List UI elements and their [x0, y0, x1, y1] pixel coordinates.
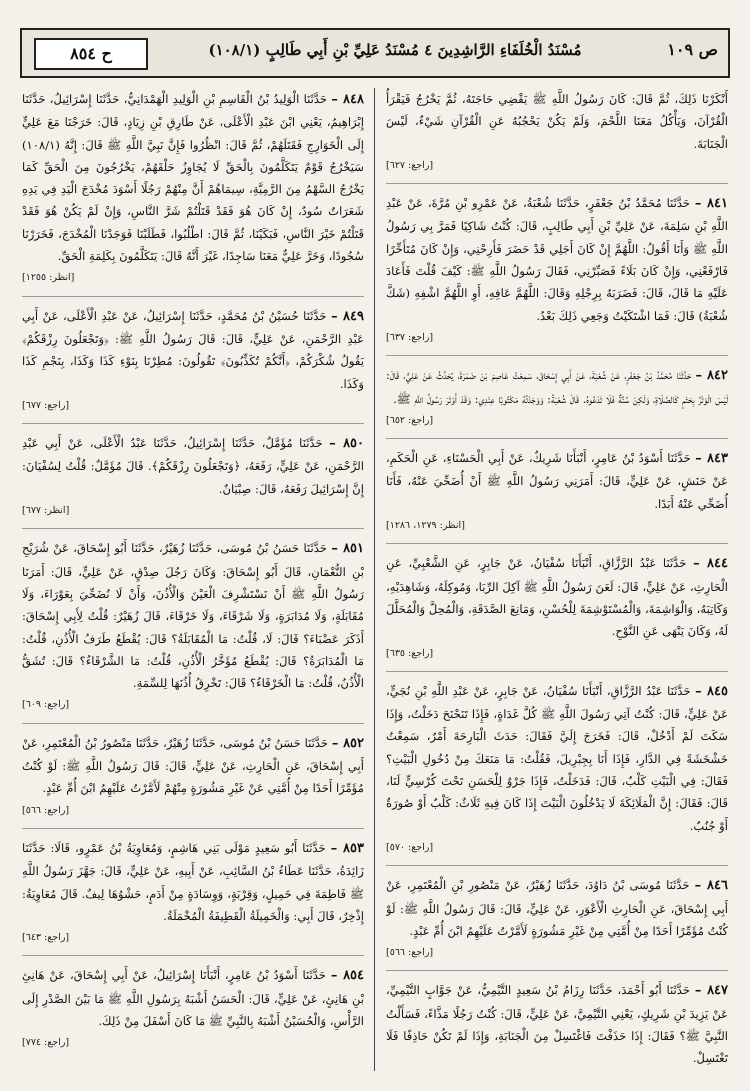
hadith-range-box: ح ٨٥٤: [34, 38, 148, 70]
hadith-entry: [386, 680, 728, 866]
hadith-number: ٨٤٥ –: [695, 683, 728, 699]
hadith-entry: [22, 305, 364, 424]
hadith-entry: [386, 979, 728, 1071]
hadith-entry: [22, 537, 364, 723]
hadith-text: حَدَّثَنَا مُحَمَّدُ بْنُ جَعْفَرٍ، عَنْ شُعْبَةَ، عَنْ أَبِي إِسْحَاقَ، سَمِعْتُ عَاصِمَ بْنَ ضَمْرَةَ، يُحَدِّثُ عَنْ عَلِيٍّ، قَالَ: لَيْسَ الْوَتْرُ بِحَتْمٍ كَالصَّلَاةِ، وَلَكِنْ سُنَّةٌ فَلَا تَدَعُوهُ. قَالَ شُعْبَةُ: وَوَجَدْتُهُ مَكْتُوبًا عِنْدِي: وَقَدْ أَوْتَرَ رَسُولُ اللَّهِ ﷺ.: [386, 368, 728, 406]
cross-reference: [راجع: ٥٦٦]: [22, 804, 70, 816]
hadith-text: حَدَّثَنَا عَبْدُ الرَّزَّاقِ، أَنْبَأَنَا سُفْيَانُ، عَنْ جَابِرٍ، عَنِ الشَّعْبِيِّ، عَنِ الْحَارِثِ، عَنْ عَلِيٍّ، قَالَ: لَعَنَ رَسُولُ اللَّهِ ﷺ آكِلَ الرِّبَا، وَمُوكِلَهُ، وَشَاهِدَيْهِ، وَكَاتِبَهُ، وَالْوَاشِمَةَ، وَالْمُسْتَوْشِمَةَ لِلْحُسْنِ، وَمَانِعَ الصَّدَقَةِ، وَالْمُحِلَّ وَالْمُحَلَّلَ لَهُ، وَكَانَ يَنْهَى عَنِ النَّوْحِ.: [386, 556, 728, 639]
cross-reference: [انظر: ١٢٧٩، ١٢٨٦]: [386, 520, 465, 532]
hadith-number: ٨٤٣ –: [695, 451, 728, 467]
hadith-number: ٨٥١ –: [331, 541, 364, 557]
hadith-text: حَدَّثَنَا مُوسَى بْنُ دَاوُدَ، حَدَّثَنَا زُهَيْرٌ، عَنْ مَنْصُورِ بْنِ الْمُعْتَمِرِ، عَنْ أَبِي إِسْحَاقَ، عَنِ الْحَارِثِ الْأَعْوَرِ، عَنْ عَلِيٍّ، قَالَ: قَالَ رَسُولُ اللَّهِ ﷺ: لَوْ كُنْتُ مُؤَمِّرًا أَحَدًا مِنْ أُمَّتِي مِنْ غَيْرِ مَشُورَةٍ لَأَمَّرْتُ عَلَيْهِمُ ابْنَ أُمِّ عَبْدٍ.: [386, 878, 728, 938]
right-column: [386, 88, 728, 1071]
hadith-text: حَدَّثَنَا أَسْوَدُ بْنُ عَامِرٍ، أَنْبَأَنَا شَرِيكٌ، عَنْ أَبِي الْحَسْنَاءِ، عَنِ الْحَكَمِ، عَنْ حَنَشٍ، عَنْ عَلِيٍّ، قَالَ: أَمَرَنِي رَسُولُ اللَّهِ ﷺ أَنْ أُضَحِّيَ عَنْهُ، فَأَنَا أُضَحِّي عَنْهُ أَبَدًا.: [386, 451, 728, 511]
hadith-number: ٨٤٢ –: [695, 368, 728, 384]
page-number-label: ص ١٠٩: [667, 40, 718, 59]
hadith-text: حَدَّثَنَا حَسَنُ بْنُ مُوسَى، حَدَّثَنَا زُهَيْرٌ، حَدَّثَنَا مَنْصُورُ بْنُ الْمُعْتَمِرِ، عَنْ أَبِي إِسْحَاقَ، عَنِ الْحَارِثِ، عَنْ عَلِيٍّ، قَالَ: قَالَ رَسُولُ اللَّهِ ﷺ: لَوْ كُنْتُ مُؤَمِّرًا أَحَدًا مِنْ أُمَّتِي عَنْ غَيْرِ مَشُورَةٍ مِنْهُمْ لَأَمَّرْتُ عَلَيْهِمُ ابْنَ أُمِّ عَبْدٍ.: [22, 735, 364, 796]
hadith-entry: [22, 732, 364, 829]
cross-reference: [انظر: ١٢٥٥]: [22, 272, 75, 284]
hadith-number: ٨٤٨ –: [331, 92, 364, 107]
hadith-entry: [22, 88, 364, 297]
hadith-number: ٨٥٣ –: [330, 840, 364, 856]
hadith-number: ٨٥٤ –: [330, 968, 364, 984]
cross-reference: [راجع: ٦٣٥]: [386, 647, 434, 659]
hadith-number: ٨٤٧ –: [694, 983, 728, 999]
cross-reference: [راجع: ٥٧٠]: [386, 841, 434, 853]
cross-reference: [راجع: ٦٥٢]: [386, 414, 434, 426]
hadith-text: حَدَّثَنَا حُسَيْنُ بْنُ مُحَمَّدٍ، حَدَّثَنَا إِسْرَائِيلُ، عَنْ عَبْدِ الْأَعْلَى، عَنْ أَبِي عَبْدِ الرَّحْمَنِ، عَنْ عَلِيٍّ، قَالَ: قَالَ رَسُولُ اللَّهِ ﷺ: ﴿وَتَجْعَلُونَ رِزْقَكُمْ﴾ يَقُولُ شُكْرَكُمْ، ﴿أَنَّكُمْ تُكَذِّبُونَ﴾ تَقُولُونَ: مُطِرْنَا بِنَوْءِ كَذَا وَكَذَا، بِنَجْمِ كَذَا وَكَذَا.: [22, 308, 364, 391]
hadith-text: حَدَّثَنَا مُحَمَّدُ بْنُ جَعْفَرٍ، حَدَّثَنَا شُعْبَةُ، عَنْ عَمْرِو بْنِ مُرَّةَ، عَنْ عَبْدِ اللَّهِ بْنِ سَلِمَةَ، عَنْ عَلِيِّ بْنِ أَبِي طَالِبٍ، قَالَ: كُنْتُ شَاكِيًا فَمَرَّ بِي رَسُولُ اللَّهِ ﷺ وَأَنَا أَقُولُ: اللَّهُمَّ إِنْ كَانَ أَجَلِي قَدْ حَضَرَ فَأَرِحْنِي، وَإِنْ كَانَ مُتَأَخِّرًا فَارْفَعْنِي، وَإِنْ كَانَ بَلَاءً فَصَبِّرْنِي، فَقَالَ رَسُولُ اللَّهِ ﷺ: كَيْفَ قُلْتَ فَأَعَادَ عَلَيْهِ مَا قَالَ، قَالَ: فَضَرَبَهُ بِرِجْلِهِ وَقَالَ: اللَّهُمَّ عَافِهِ، أَوِ اللَّهُمَّ اشْفِهِ (شَكَّ شُعْبَةُ) قَالَ: فَمَا اشْتَكَيْتُ وَجَعِي ذَلِكَ بَعْدُ.: [386, 196, 728, 323]
cross-reference: [راجع: ٦٣٧]: [386, 331, 434, 343]
page-header: [20, 28, 730, 78]
hadith-number: ٨٥٢ –: [331, 735, 364, 751]
hadith-entry: [22, 837, 364, 956]
cross-reference: [راجع: ٥٦٦]: [386, 947, 434, 959]
left-column: [22, 88, 364, 1071]
cross-reference: [راجع: ٦٢٧]: [386, 159, 434, 171]
hadith-number: ٨٤٤ –: [693, 556, 728, 572]
hadith-text: حَدَّثَنَا عَبْدُ الرَّزَّاقِ، أَنْبَأَنَا سُفْيَانُ، عَنْ جَابِرٍ، عَنْ عَبْدِ اللَّهِ بْنِ نُجَيٍّ، عَنْ عَلِيٍّ، قَالَ: كُنْتُ آتِي رَسُولَ اللَّهِ ﷺ كُلَّ غَدَاةٍ، فَإِذَا تَنَحْنَحَ دَخَلْتُ، وَإِذَا سَكَتَ لَمْ أَدْخُلْ، قَالَ: فَخَرَجَ إِلَيَّ فَقَالَ: حَدَثَ الْبَارِحَةَ أَمْرٌ، سَمِعْتُ خَشْخَشَةً فِي الدَّارِ، فَإِذَا أَنَا بِجِبْرِيلَ، فَقُلْتُ: مَا مَنَعَكَ مِنْ دُخُولِ الْبَيْتِ؟ فَقَالَ: فِي الْبَيْتِ كَلْبٌ، قَالَ: فَدَخَلْتُ، فَإِذَا جَرْوٌ لِلْحَسَنِ تَحْتَ كُرْسِيٍّ لَنَا، قَالَ: فَقَالَ: إِنَّ الْمَلَائِكَةَ لَا يَدْخُلُونَ الْبَيْتَ إِذَا كَانَ فِيهِ ثَلَاثٌ: كَلْبٌ أَوْ صُورَةٌ أَوْ جُنُبٌ.: [386, 683, 728, 833]
text-columns: [22, 88, 728, 1071]
hadith-number: ٨٤٦ –: [694, 878, 728, 894]
hadith-entry: [386, 874, 728, 971]
cross-reference: [راجع: ٦٠٩]: [22, 699, 70, 711]
hadith-entry: [386, 192, 728, 356]
hadith-entry: [386, 364, 728, 439]
hadith-text: حَدَّثَنَا أَبُو سَعِيدٍ مَوْلَى بَنِي هَاشِمٍ، وَمُعَاوِيَةُ بْنُ عَمْرٍو، قَالَا: حَدَّثَنَا زَائِدَةُ، حَدَّثَنَا عَطَاءُ بْنُ السَّائِبِ، عَنْ أَبِيهِ، عَنْ عَلِيٍّ، قَالَ: جَهَّزَ رَسُولُ اللَّهِ ﷺ فَاطِمَةَ فِي خَمِيلٍ، وَقِرْبَةٍ، وَوِسَادَةٍ مِنْ أَدَمٍ، حَشْوُهَا لِيفٌ. قَالَ مُعَاوِيَةُ: إِذْخِرٌ، قَالَ أَبِي: وَالْخَمِيلَةُ الْقَطِيفَةُ الْمُخْمَلَةُ.: [22, 840, 364, 923]
hadith-entry: [386, 447, 728, 544]
cross-reference: [راجع: ٧٧٤]: [22, 1037, 70, 1049]
running-title: مُسْنَدُ الْخُلَفَاءِ الرَّاشِدِينَ ٤ مُسْنَدُ عَلِيِّ بْنِ أَبِي طَالِبٍ (١٠٨/١): [208, 41, 582, 59]
hadith-text: حَدَّثَنَا حَسَنُ بْنُ مُوسَى، حَدَّثَنَا زُهَيْرٌ، حَدَّثَنَا أَبُو إِسْحَاقَ، عَنْ شُرَيْحِ بْنِ النُّعْمَانِ، قَالَ أَبُو إِسْحَاقَ: وَكَانَ رَجُلَ صِدْقٍ، عَنْ عَلِيٍّ، قَالَ: أَمَرَنَا رَسُولُ اللَّهِ ﷺ أَنْ نَسْتَشْرِفَ الْعَيْنَ وَالْأُذُنَ، وَأَنْ لَا نُضَحِّيَ بِعَوْرَاءَ، وَلَا مُقَابَلَةٍ، وَلَا مُدَابَرَةٍ، وَلَا شَرْقَاءَ، وَلَا خَرْقَاءَ، قَالَ زُهَيْرٌ: قُلْتُ لِأَبِي إِسْحَاقَ: أَذَكَرَ عَضْبَاءَ؟ قَالَ: لَا، قُلْتُ: مَا الْمُقَابَلَةُ؟ قَالَ: يُقْطَعُ طَرَفُ الْأُذُنِ، قُلْتُ: مَا الْمُدَابَرَةُ؟ قَالَ: يُقْطَعُ مُؤَخَّرُ الْأُذُنِ، قُلْتُ: مَا الشَّرْقَاءُ؟ قَالَ: تُشَقُّ الْأُذُنُ، قُلْتُ: مَا الْخَرْقَاءُ؟ قَالَ: تَخْرِقُ أُذُنَهَا لِلسِّمَةِ.: [22, 541, 364, 691]
hadith-text: أَنْكَرْنَا ذَلِكَ، ثُمَّ قَالَ: كَانَ رَسُولُ اللَّهِ ﷺ يَقْضِي حَاجَتَهُ، ثُمَّ يَخْرُجُ فَيَقْرَأُ الْقُرْآنَ، وَيَأْكُلُ مَعَنَا اللَّحْمَ، وَلَمْ يَكُنْ يَحْجُبُهُ عَنِ الْقُرْآنِ شَيْءٌ، لَيْسَ الْجَنَابَةَ.: [386, 92, 728, 151]
cross-reference: [راجع: ٦٧٧]: [22, 399, 70, 411]
hadith-number: ٨٥٠ –: [329, 436, 364, 452]
hadith-text: حَدَّثَنَا مُؤَمَّلٌ، حَدَّثَنَا إِسْرَائِيلُ، حَدَّثَنَا عَبْدُ الْأَعْلَى، عَنْ أَبِي عَبْدِ الرَّحْمَنِ، عَنْ عَلِيٍّ، رَفَعَهُ، ﴿وَتَجْعَلُونَ رِزْقَكُمْ﴾. قَالَ مُؤَمَّلٌ: قُلْتُ لِسُفْيَانَ: إِنَّ إِسْرَائِيلَ رَفَعَهُ، قَالَ: صِبْيَانٌ.: [22, 436, 364, 496]
cross-reference: [راجع: ٦٤٣]: [22, 932, 70, 944]
hadith-number: ٨٤١ –: [694, 196, 728, 212]
column-divider: [374, 88, 375, 1071]
hadith-text: حَدَّثَنَا أَسْوَدُ بْنُ عَامِرٍ، أَنْبَأَنَا إِسْرَائِيلُ، عَنْ أَبِي إِسْحَاقَ، عَنْ هَانِئِ بْنِ هَانِئٍ، عَنْ عَلِيٍّ، قَالَ: الْحَسَنُ أَشْبَهُ بِرَسُولِ اللَّهِ ﷺ مَا بَيْنَ الصَّدْرِ إِلَى الرَّأْسِ، وَالْحُسَيْنُ أَشْبَهُ بِالنَّبِيِّ ﷺ مَا كَانَ أَسْفَلَ مِنْ ذَلِكَ.: [22, 968, 364, 1028]
hadith-entry: [22, 432, 364, 529]
hadith-entry: [22, 964, 364, 1060]
hadith-text: حَدَّثَنَا أَبُو أَحْمَدَ، حَدَّثَنَا رِزَامُ بْنُ سَعِيدٍ التَّيْمِيُّ، عَنْ جَوَّابٍ التَّيْمِيِّ، عَنْ يَزِيدَ بْنِ شَرِيكٍ، يَعْنِي التَّيْمِيَّ، عَنْ عَلِيٍّ، قَالَ: كُنْتُ رَجُلًا مَذَّاءً، فَسَأَلْتُ النَّبِيَّ ﷺ؟ فَقَالَ: إِذَا حَذَفْتَ فَاغْتَسِلْ مِنَ الْجَنَابَةِ، وَإِذَا لَمْ تَكُنْ حَاذِفًا فَلَا تَغْتَسِلْ.: [386, 983, 728, 1066]
hadith-entry: [386, 552, 728, 671]
hadith-number: ٨٤٩ –: [331, 308, 364, 324]
hadith-text: حَدَّثَنَا الْوَلِيدُ بْنُ الْقَاسِمِ بْنِ الْوَلِيدِ الْهَمْدَانِيُّ، حَدَّثَنَا إِسْرَائِيلُ، حَدَّثَنَا إِبْرَاهِيمُ، يَعْنِي ابْنَ عَبْدِ الْأَعْلَى، عَنْ طَارِقِ بْنِ زِيَادٍ، قَالَ: خَرَجْنَا مَعَ عَلِيٍّ إِلَى الْخَوَارِجِ فَقَتَلَهُمْ، ثُمَّ قَالَ: انْظُرُوا فَإِنَّ نَبِيَّ اللَّهِ ﷺ قَالَ: إِنَّهُ (١٠٨/١) سَيَخْرُجُ قَوْمٌ يَتَكَلَّمُونَ بِالْحَقِّ لَا يُجَاوِزُ حَلْقَهُمْ، يَخْرُجُونَ مِنَ الْحَقِّ كَمَا يَخْرُجُ السَّهْمُ مِنَ الرَّمِيَّةِ، سِيمَاهُمْ أَنَّ مِنْهُمْ رَجُلًا أَسْوَدَ مُخْدَجَ الْيَدِ فِي يَدِهِ شَعَرَاتٌ سُودٌ، إِنْ كَانَ هُوَ فَقَدْ قَتَلْتُمْ شَرَّ النَّاسِ، وَإِنْ لَمْ يَكُنْ هُوَ فَقَدْ قَتَلْتُمْ خَيْرَ النَّاسِ، فَبَكَيْنَا، ثُمَّ قَالَ: اطْلُبُوا، فَطَلَبْنَا فَوَجَدْنَا الْمُخْدَجَ، فَخَرَرْنَا سُجُودًا، وَخَرَّ عَلِيٌّ مَعَنَا سَاجِدًا، غَيْرَ أَنَّهُ قَالَ: يَتَكَلَّمُونَ بِكَلِمَةِ الْحَقِّ.: [22, 92, 364, 264]
hadith-entry: [386, 88, 728, 184]
cross-reference: [انظر: ٦٧٧]: [22, 505, 70, 517]
